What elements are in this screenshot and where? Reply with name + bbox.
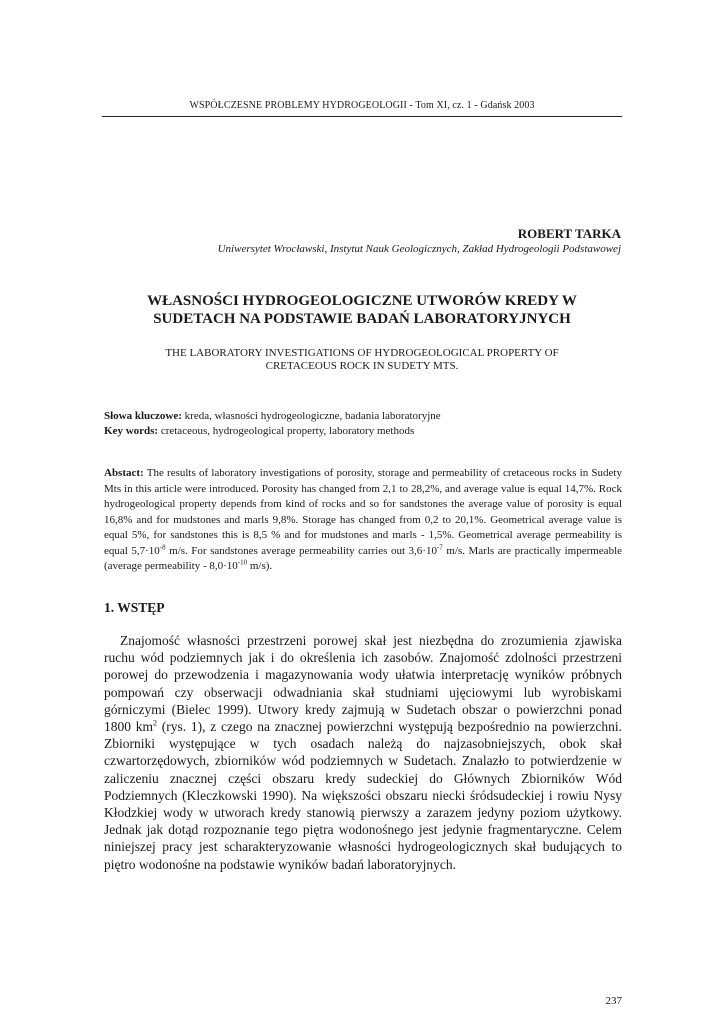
abstract-text-3: m/s. Marls are practically impermeable (average permeability - 8,0·10 bbox=[104, 544, 623, 572]
paper-title bbox=[102, 292, 622, 328]
body-paragraph bbox=[104, 632, 622, 873]
page-number: 237 bbox=[605, 995, 622, 1007]
body-text-2: (rys. 1), z czego na znacznej powierzchni występują bezpośrednio na powierzchni. Zbiorniki występujące w tych osadach należą do najzasobniejszych, obok skał czwartorzędowych, zbiorników wód podziemnych w Sudetach. Znalazło to potwierdzenie w zaliczeniu znacznej części obszaru kredy sudeckiej do Głównych Zbiorników Wód Podziemnych (Kleczkowski 1990). Na większości obszaru niecki śródsudeckiej i rowiu Nysy Kłodzkiej wody w utworach kredy stanowią pierwszy a zarazem jedyny poziom użytkowy. Jednak jak dotąd rozpoznanie tego piętra wodonośnego jest jedynie fragmentaryczne. Celem niniejszej pracy jest scharakteryzowanie własności hydrogeologicznych skał budujących to piętro wodonośne na podstawie wyników badań laboratoryjnych. bbox=[104, 719, 622, 872]
keywords-en-text: cretaceous, hydrogeological property, laboratory methods bbox=[158, 425, 415, 437]
abstract-exponent-2: -7 bbox=[436, 542, 443, 551]
header-divider bbox=[102, 116, 622, 117]
author-affiliation: Uniwersytet Wrocławski, Instytut Nauk Geologicznych, Zakład Hydrogeologii Podstawowej bbox=[217, 243, 621, 255]
keywords-pl-label: Słowa kluczowe: bbox=[104, 410, 182, 422]
body-superscript: 2 bbox=[153, 718, 158, 728]
author-name: ROBERT TARKA bbox=[517, 226, 621, 241]
abstract-text-1: The results of laboratory investigations of porosity, storage and permeability of cretaceous rocks in Sudety Mts in this article were introduced. Porosity has changed from 2,1 to 28,2%, and average value is equal 14,7%. Rock hydrogeological property depends from kind of rocks and so for sandstones the average value of porosity is equal 16,8% and for mudstones and marls 9,8%. Storage has changed from 0,2 to 20,1%. Geometrical average value is equal 5%, for sandstones this is 8,5 % and for mudstones and marls - 1,5%. Geometrical average permeability is equal 5,7·10 bbox=[104, 467, 622, 557]
keywords-en-label: Key words: bbox=[104, 425, 159, 437]
title-line-2: SUDETACH NA PODSTAWIE BADAŃ LABORATORYJNYCH bbox=[153, 311, 571, 327]
abstract-exponent-3: -10 bbox=[237, 558, 248, 567]
title-en-line-1: THE LABORATORY INVESTIGATIONS OF HYDROGEOLOGICAL PROPERTY OF bbox=[165, 347, 559, 359]
keywords-english bbox=[104, 424, 622, 439]
title-line-1: WŁASNOŚCI HYDROGEOLOGICZNE UTWORÓW KREDY W bbox=[147, 293, 577, 309]
title-en-line-2: CRETACEOUS ROCK IN SUDETY MTS. bbox=[265, 360, 459, 372]
abstract bbox=[104, 466, 622, 575]
abstract-exponent-1: -8 bbox=[159, 542, 166, 551]
abstract-text-4: m/s). bbox=[247, 560, 273, 572]
keywords-polish bbox=[104, 409, 622, 424]
section-heading: 1. WSTĘP bbox=[104, 600, 165, 615]
paper-title-english bbox=[102, 347, 622, 373]
keywords-pl-text: kreda, własności hydrogeologiczne, badania laboratoryjne bbox=[181, 410, 441, 422]
abstract-text-2: m/s. For sandstones average permeability carries out 3,6·10 bbox=[165, 544, 437, 557]
abstract-label: Abstact: bbox=[104, 467, 144, 479]
running-header: WSPÓŁCZESNE PROBLEMY HYDROGEOLOGII - Tom XI, cz. 1 - Gdańsk 2003 bbox=[189, 100, 535, 111]
keywords-block bbox=[104, 409, 622, 439]
body-text-1: Znajomość własności przestrzeni porowej skał jest niezbędna do zrozumienia zjawiska ruchu wód podziemnych jak i do określenia ich zasobów. Znajomość zdolności przestrzeni porowej do przewodzenia i magazynowania wody ułatwia interpretację wyników próbnych pompowań czy obserwacji odwadniania skał studniami ujęciowymi lub wyrobiskami górniczymi (Bielec 1999). Utwory kredy zajmują w Sudetach obszar o powierzchni ponad 1800 km bbox=[104, 633, 622, 735]
